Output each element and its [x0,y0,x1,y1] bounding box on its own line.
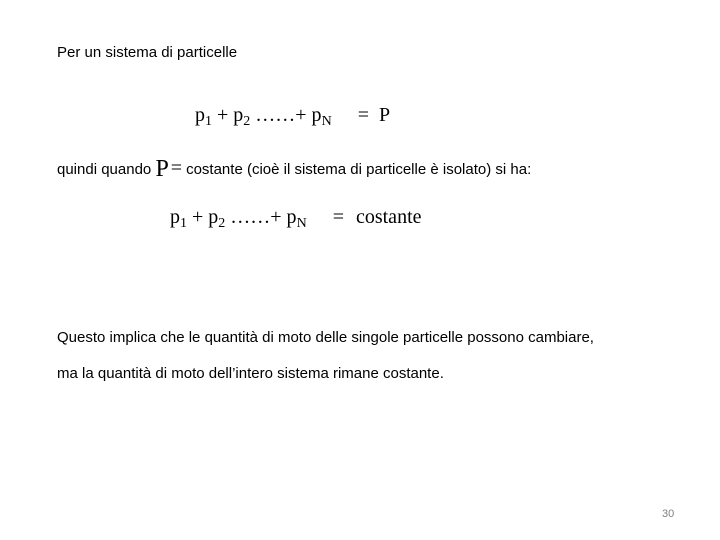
page-number: 30 [662,508,675,520]
conclusion-text: ma la quantità di moto dell’intero sistema rimane costante. [57,365,444,382]
eq1-subN: N [321,114,332,129]
eq1-sub2: 2 [243,114,251,129]
eq1-dots-pN: ……+ p [250,104,322,126]
condition-suffix: costante (cioè il sistema di particelle è isolato) si ha: [186,161,532,178]
momentum-sum-equation [195,104,390,127]
condition-text [57,156,531,183]
condition-P: P [155,156,169,182]
eq2-sub1: 1 [180,216,187,231]
conservation-equation [170,206,422,229]
condition-prefix: quindi quando [57,161,156,178]
eq1-p1: p [195,104,205,126]
eq2-subN: N [296,216,307,231]
eq2-dots-pN: ……+ p [225,206,297,228]
eq2-plus-p2: + p [187,206,219,228]
eq1-equals: = [357,104,369,126]
eq1-sub1: 1 [205,114,212,129]
eq2-rhs: costante [355,206,422,228]
eq2-equals: = [332,206,344,228]
condition-equals: = [170,157,183,179]
eq1-rhs: P [378,104,391,126]
implication-text: Questo implica che le quantità di moto delle singole particelle possono cambiare, [57,329,594,346]
intro-text: Per un sistema di particelle [57,44,238,61]
eq2-p1: p [170,206,180,228]
eq2-sub2: 2 [218,216,226,231]
eq1-plus-p2: + p [212,104,244,126]
